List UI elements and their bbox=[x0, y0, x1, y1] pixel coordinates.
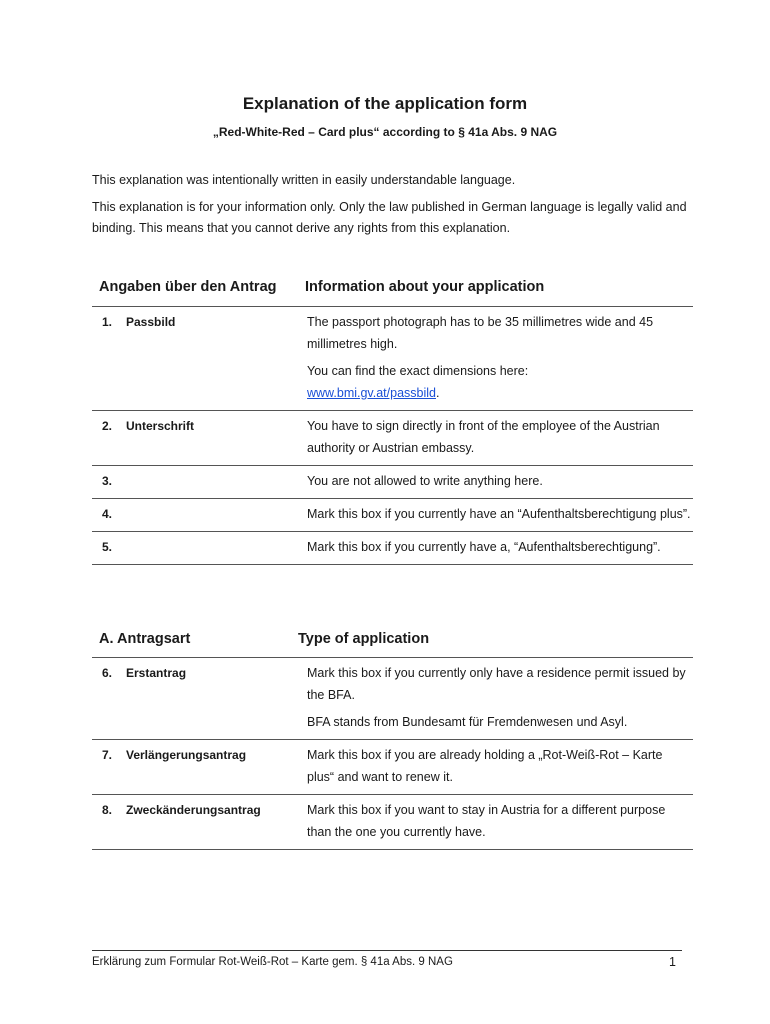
row-label bbox=[92, 532, 307, 565]
row-label bbox=[92, 411, 307, 466]
extra-text: You can find the exact dimensions here: bbox=[307, 364, 529, 378]
row-description bbox=[307, 658, 693, 740]
row-number: 5. bbox=[102, 540, 113, 554]
row-label-text: Verlängerungsantrag bbox=[126, 748, 247, 762]
row-label bbox=[92, 658, 307, 740]
row-description bbox=[307, 466, 693, 499]
description-text: Mark this box if you want to stay in Austria for a different purpose than the one you currently have. bbox=[307, 803, 666, 839]
row-description bbox=[307, 411, 693, 466]
row-description bbox=[307, 307, 693, 411]
table-row bbox=[92, 307, 693, 411]
row-label bbox=[92, 307, 307, 411]
table-row bbox=[92, 740, 693, 795]
table-row bbox=[92, 658, 693, 740]
intro-paragraph: This explanation is for your information only. Only the law published in German language is legally valid and binding. This means that you cannot derive any rights from this explanation. bbox=[92, 200, 687, 235]
row-label bbox=[92, 740, 307, 795]
row-label bbox=[92, 466, 307, 499]
section2-heading-en: Type of application bbox=[298, 631, 430, 647]
row-label bbox=[92, 795, 307, 850]
intro-paragraph: This explanation was intentionally written in easily understandable language. bbox=[92, 173, 516, 187]
description-text: The passport photograph has to be 35 millimetres wide and 45 millimetres high. bbox=[307, 315, 654, 351]
row-label-text: Unterschrift bbox=[126, 419, 195, 433]
row-number: 2. bbox=[102, 419, 113, 433]
row-number: 4. bbox=[102, 507, 113, 521]
description-text: Mark this box if you currently have an “Aufenthaltsberechtigung plus”. bbox=[307, 507, 691, 521]
row-label-text: Passbild bbox=[126, 315, 176, 329]
section2-heading-de: A. Antragsart bbox=[99, 631, 191, 647]
section1-heading-de: Angaben über den Antrag bbox=[99, 279, 277, 295]
row-number: 6. bbox=[102, 666, 113, 680]
row-description bbox=[307, 499, 693, 532]
page-number: 1 bbox=[669, 955, 676, 969]
row-description bbox=[307, 740, 693, 795]
row-description bbox=[307, 795, 693, 850]
table-row bbox=[92, 411, 693, 466]
passbild-link[interactable]: www.bmi.gv.at/passbild bbox=[307, 386, 436, 400]
footer-text: Erklärung zum Formular Rot-Weiß-Rot – Karte gem. § 41a Abs. 9 NAG bbox=[92, 956, 453, 968]
description-text: Mark this box if you are already holding a „Rot-Weiß-Rot – Karte plus“ and want to renew it. bbox=[307, 748, 663, 784]
row-description bbox=[307, 532, 693, 565]
description-text: You are not allowed to write anything here. bbox=[307, 474, 543, 488]
application-info-table bbox=[92, 306, 693, 565]
row-label bbox=[92, 499, 307, 532]
link-suffix: . bbox=[436, 386, 440, 400]
table-row bbox=[92, 499, 693, 532]
application-type-table bbox=[92, 657, 693, 850]
page-subtitle: „Red-White-Red – Card plus“ according to § 41a Abs. 9 NAG bbox=[212, 125, 558, 139]
description-text: BFA stands from Bundesamt für Fremdenwesen und Asyl. bbox=[307, 715, 628, 729]
table-row bbox=[92, 532, 693, 565]
description-text: Mark this box if you currently have a, “Aufenthaltsberechtigung”. bbox=[307, 540, 661, 554]
description-text bbox=[307, 360, 693, 404]
row-label-text: Erstantrag bbox=[126, 666, 187, 680]
row-label-text: Zweckänderungsantrag bbox=[126, 803, 261, 817]
description-text: Mark this box if you currently only have a residence permit issued by the BFA. bbox=[307, 666, 686, 702]
table-row bbox=[92, 466, 693, 499]
section1-heading-en: Information about your application bbox=[305, 279, 545, 295]
page-title: Explanation of the application form bbox=[242, 94, 528, 113]
table-row bbox=[92, 795, 693, 850]
row-number: 7. bbox=[102, 748, 113, 762]
footer-divider bbox=[92, 950, 682, 951]
row-number: 1. bbox=[102, 315, 113, 329]
row-number: 8. bbox=[102, 803, 113, 817]
description-text: You have to sign directly in front of the employee of the Austrian authority or Austrian embassy. bbox=[307, 419, 660, 455]
row-number: 3. bbox=[102, 474, 113, 488]
